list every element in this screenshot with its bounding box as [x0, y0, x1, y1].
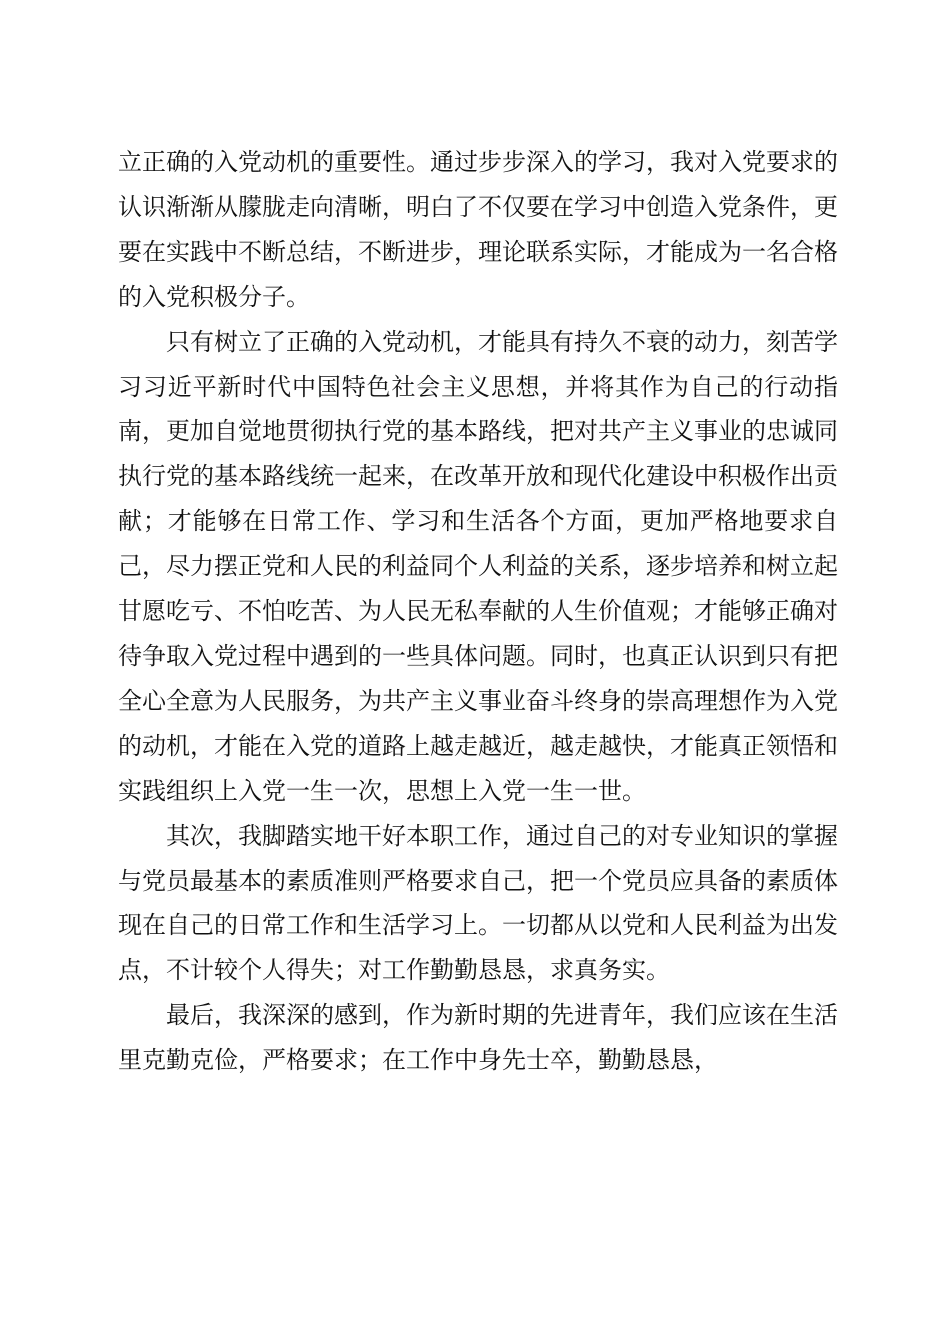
paragraph-2: 只有树立了正确的入党动机，才能具有持久不衰的动力，刻苦学习习近平新时代中国特色社会主义思想，并将其作为自己的行动指南，更加自觉地贯彻执行党的基本路线，把对共产主义事业的忠诚同执行党的基本路线统一起来，在改革开放和现代化建设中积极作出贡献；才能够在日常工作、学习和生活各个方面，更加严格地要求自己，尽力摆正党和人民的利益同个人利益的关系，逐步培养和树立起甘愿吃亏、不怕吃苦、为人民无私奉献的人生价值观；才能够正确对待争取入党过程中遇到的一些具体问题。同时，也真正认识到只有把全心全意为人民服务，为共产主义事业奋斗终身的崇高理想作为入党的动机，才能在入党的道路上越走越近，越走越快，才能真正领悟和实践组织上入党一生一次，思想上入党一生一世。: [118, 327, 838, 805]
paragraph-1: 立正确的入党动机的重要性。通过步步深入的学习，我对入党要求的认识渐渐从朦胧走向清晰，明白了不仅要在学习中创造入党条件，更要在实践中不断总结，不断进步，理论联系实际，才能成为一名合格的入党积极分子。: [118, 148, 838, 311]
paragraph-3: 其次，我脚踏实地干好本职工作，通过自己的对专业知识的掌握与党员最基本的素质准则严格要求自己，把一个党员应具备的素质体现在自己的日常工作和生活学习上。一切都从以党和人民利益为出发点，不计较个人得失；对工作勤勤恳恳，求真务实。: [118, 821, 838, 985]
paragraph-4: 最后，我深深的感到，作为新时期的先进青年，我们应该在生活里克勤克俭，严格要求；在工作中身先士卒，勤勤恳恳，: [118, 1001, 838, 1075]
document-body: [118, 140, 838, 1083]
